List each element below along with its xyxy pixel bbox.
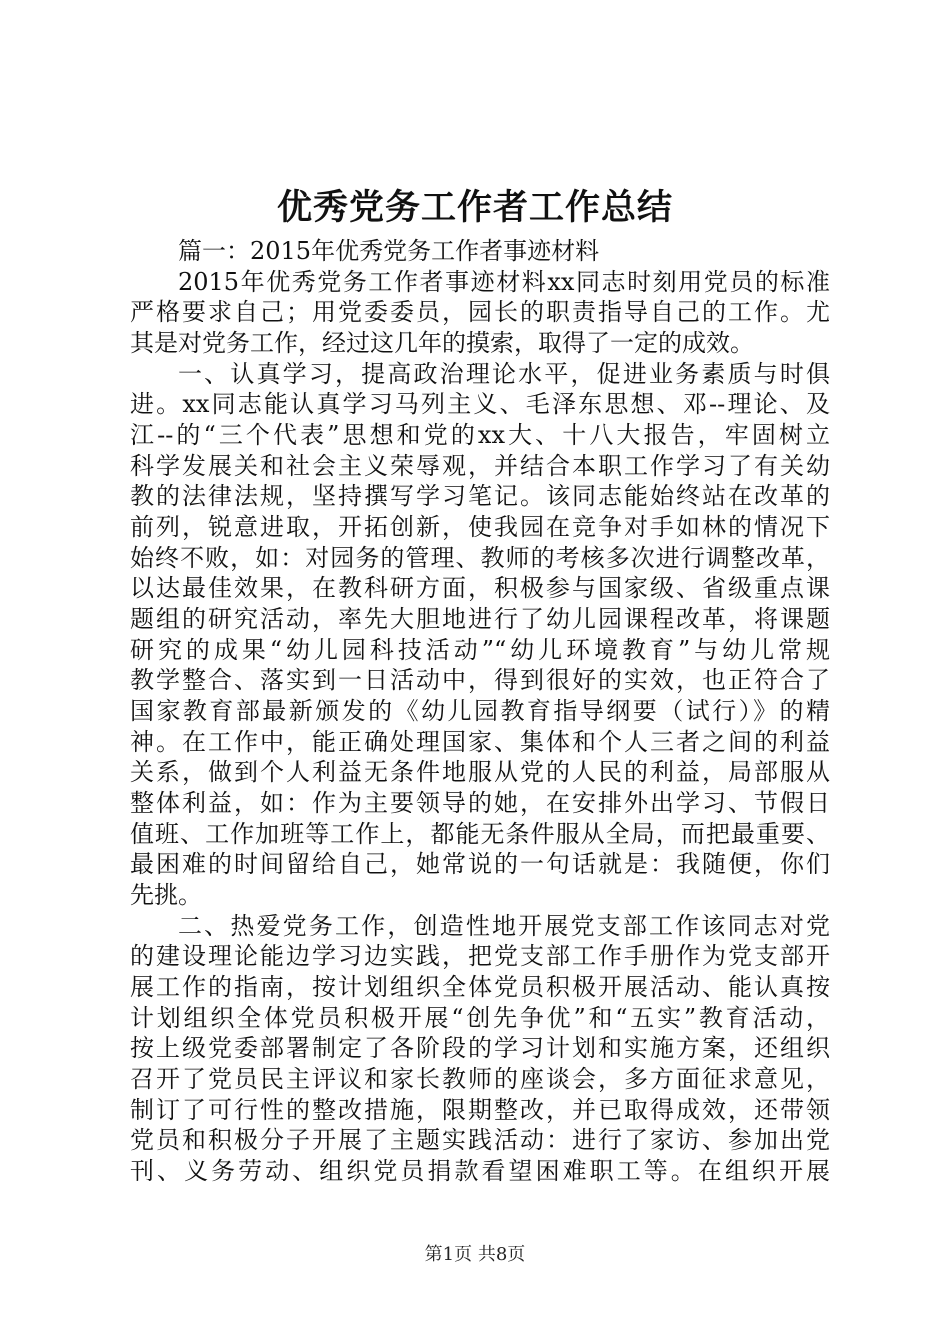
text-line: 党员和积极分子开展了主题实践活动：进行了家访、参加出党 <box>130 1126 830 1154</box>
text-line: 二、热爱党务工作，创造性地开展党支部工作该同志对党 <box>178 912 830 940</box>
text-line: 国家教育部最新颁发的《幼儿园教育指导纲要（试行）》的精 <box>130 697 830 725</box>
text-line: 召开了党员民主评议和家长教师的座谈会，多方面征求意见， <box>130 1065 830 1093</box>
text-line: 严格要求自己；用党委委员，园长的职责指导自己的工作。尤 <box>130 298 830 326</box>
text-line: 题组的研究活动，率先大胆地进行了幼儿园课程改革，将课题 <box>130 605 830 633</box>
text-line: 江--的“三个代表”思想和党的xx大、十八大报告，牢固树立 <box>130 421 830 449</box>
document-title: 优秀党务工作者工作总结 <box>276 187 673 228</box>
text-line: 教学整合、落实到一日活动中，得到很好的实效，也正符合了 <box>130 666 830 694</box>
text-line: 神。在工作中，能正确处理国家、集体和个人三者之间的利益 <box>130 728 830 756</box>
text-line: 其是对党务工作，经过这几年的摸索，取得了一定的成效。 <box>130 329 754 357</box>
text-line: 研究的成果“幼儿园科技活动”“幼儿环境教育”与幼儿常规 <box>130 636 830 664</box>
text-line: 前列，锐意进取，开拓创新，使我园在竞争对手如林的情况下 <box>130 513 830 541</box>
text-line: 以达最佳效果，在教科研方面，积极参与国家级、省级重点课 <box>130 574 830 602</box>
text-line: 制订了可行性的整改措施，限期整改，并已取得成效，还带领 <box>130 1096 830 1124</box>
text-line: 教的法律法规，坚持撰写学习笔记。该同志能始终站在改革的 <box>130 482 830 510</box>
text-line: 篇一：2015年优秀党务工作者事迹材料 <box>178 237 600 265</box>
page-footer: 第1页 共8页 <box>424 1244 526 1265</box>
text-line: 2015年优秀党务工作者事迹材料xx同志时刻用党员的标准 <box>178 268 830 296</box>
text-line: 先挑。 <box>130 881 202 909</box>
text-line: 展工作的指南，按计划组织全体党员积极开展活动、能认真按 <box>130 973 830 1001</box>
text-line: 整体利益，如：作为主要领导的她，在安排外出学习、节假日 <box>130 789 830 817</box>
text-line: 计划组织全体党员积极开展“创先争优”和“五实”教育活动， <box>130 1004 830 1032</box>
text-line: 的建设理论能边学习边实践，把党支部工作手册作为党支部开 <box>130 942 830 970</box>
text-line: 关系，做到个人利益无条件地服从党的人民的利益，局部服从 <box>130 758 830 786</box>
text-line: 科学发展关和社会主义荣辱观，并结合本职工作学习了有关幼 <box>130 452 830 480</box>
text-line: 一、认真学习，提高政治理论水平，促进业务素质与时俱 <box>178 360 830 388</box>
text-line: 始终不败，如：对园务的管理、教师的考核多次进行调整改革， <box>130 544 830 572</box>
text-line: 值班、工作加班等工作上，都能无条件服从全局，而把最重要、 <box>130 820 830 848</box>
text-line: 最困难的时间留给自己，她常说的一句话就是：我随便，你们 <box>130 850 830 878</box>
text-line: 进。xx同志能认真学习马列主义、毛泽东思想、邓--理论、及 <box>130 390 830 418</box>
text-line: 刊、义务劳动、组织党员捐款看望困难职工等。在组织开展 <box>130 1157 830 1185</box>
text-line: 按上级党委部署制定了各阶段的学习计划和实施方案，还组织 <box>130 1034 830 1062</box>
